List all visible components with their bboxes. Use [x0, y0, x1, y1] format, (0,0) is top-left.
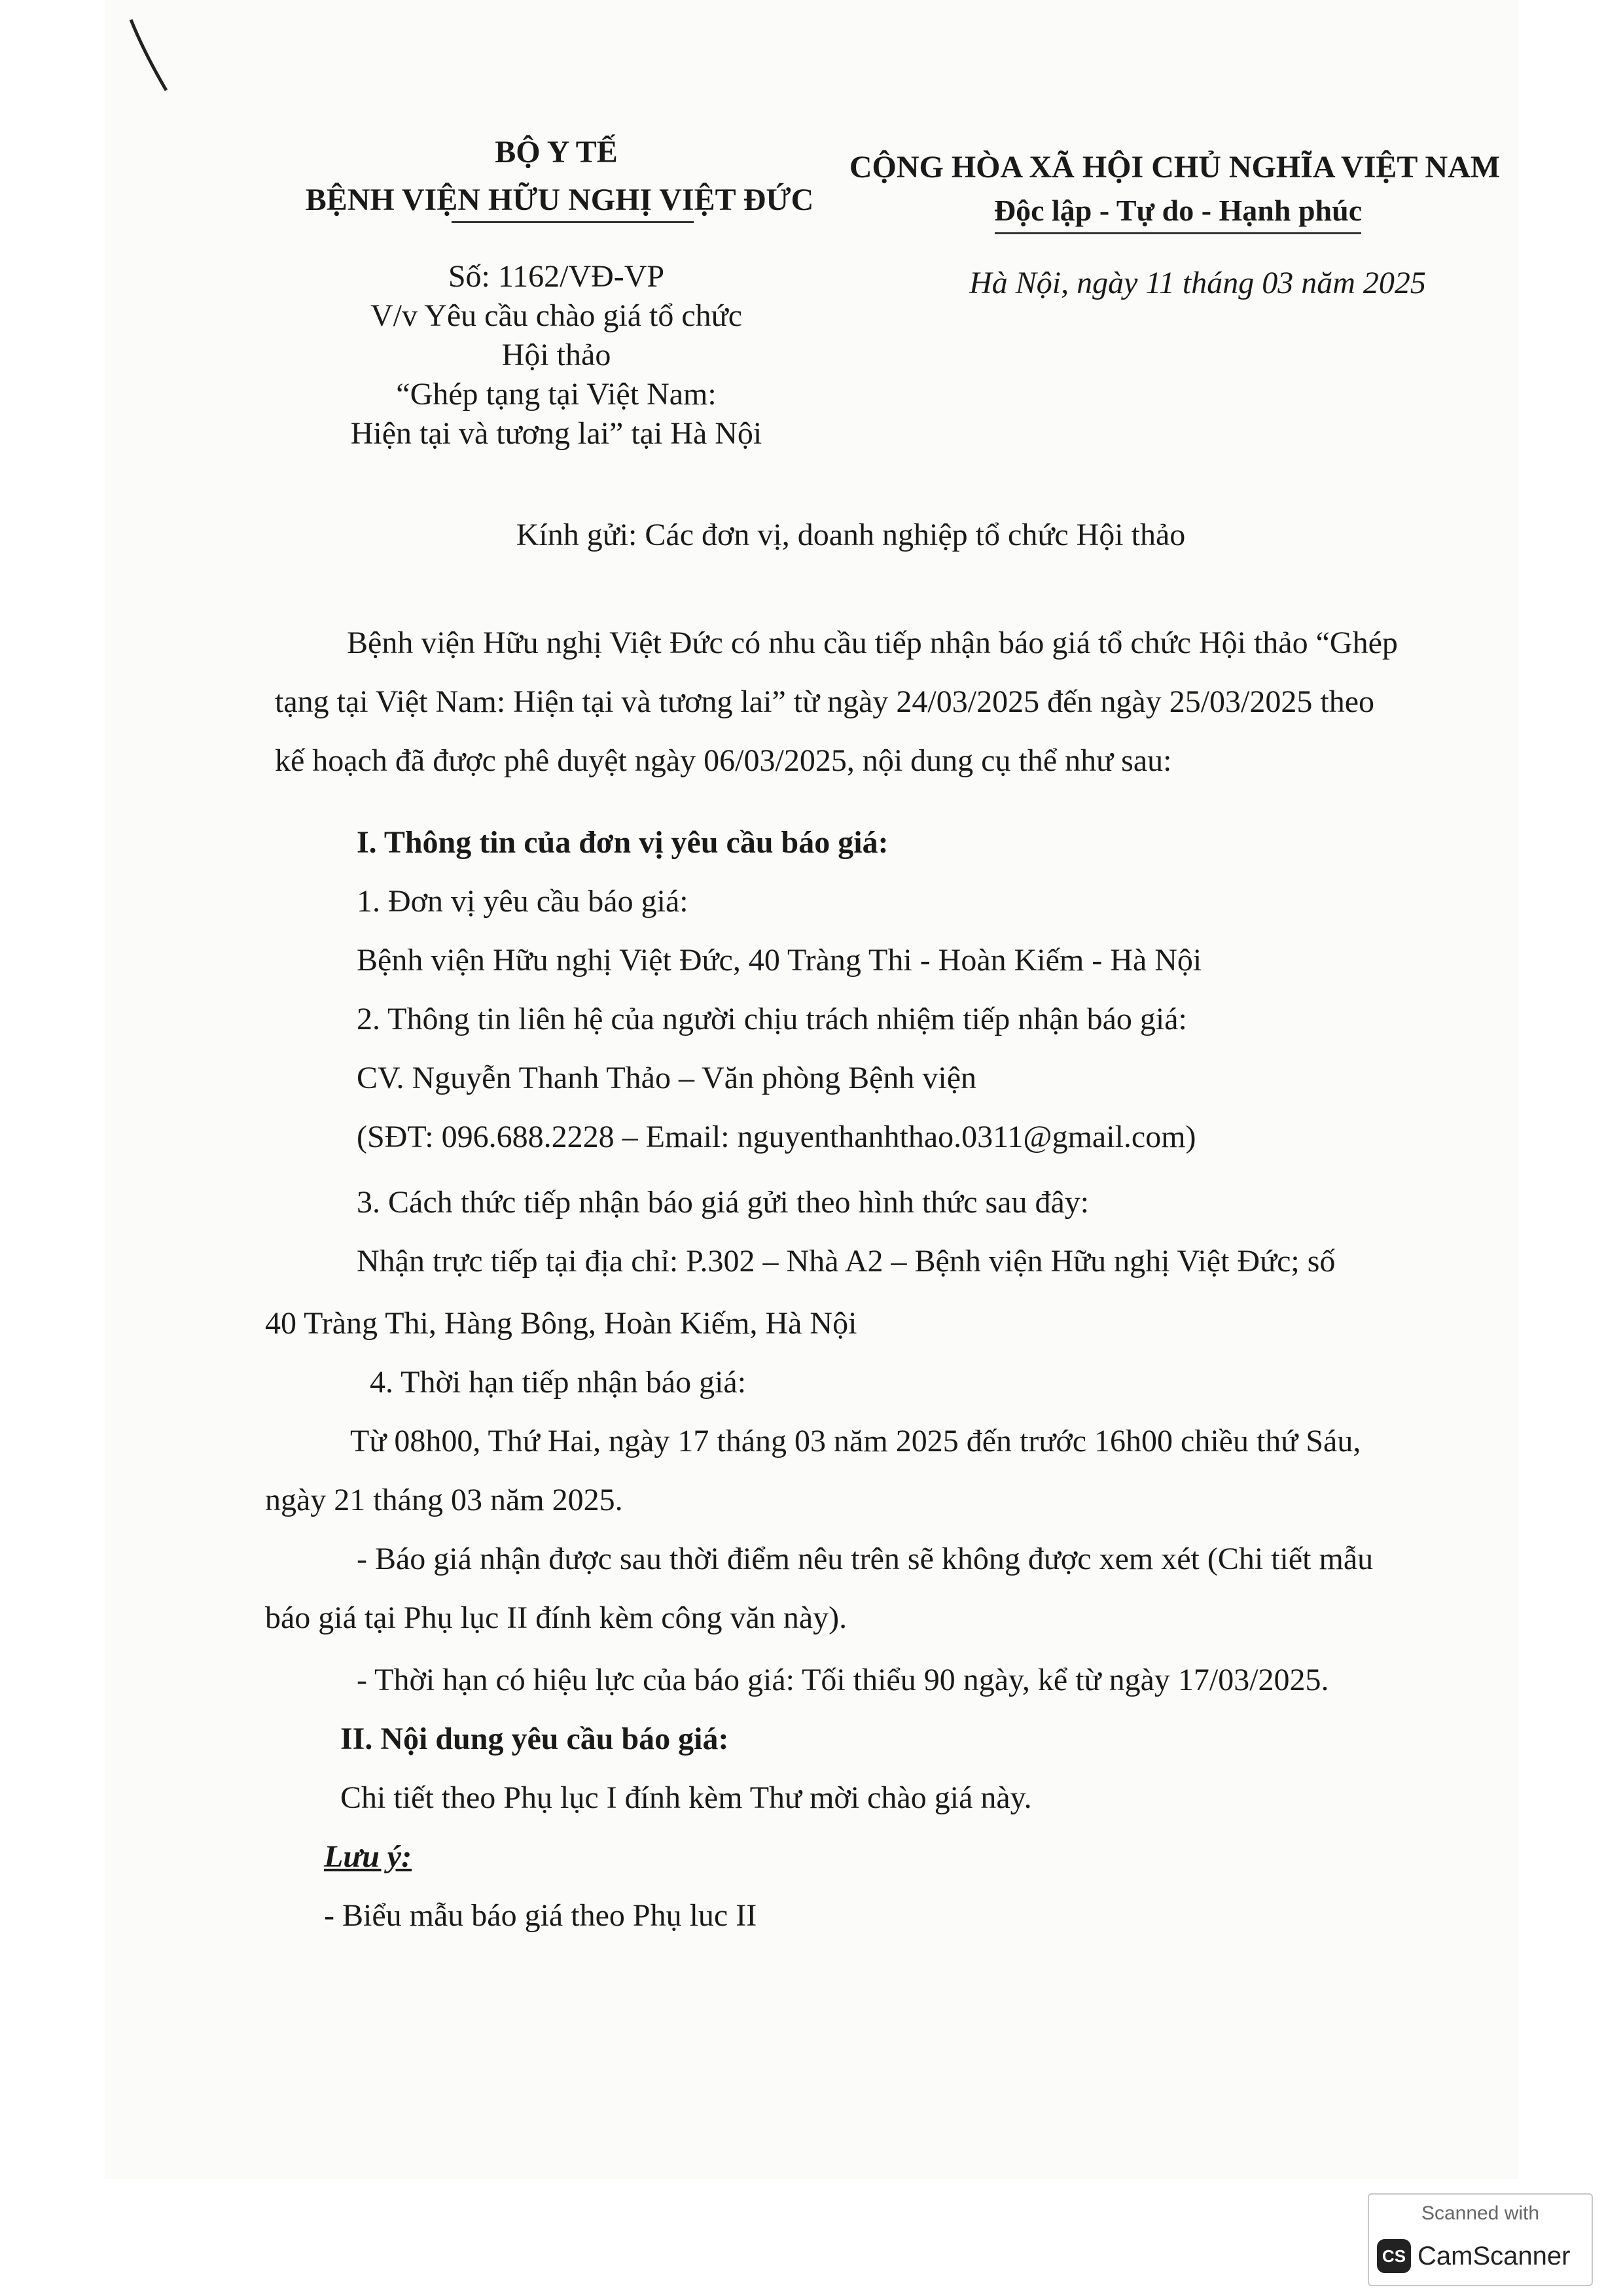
pen-stroke-mark: [124, 13, 177, 98]
item-3-text-1: Nhận trực tiếp tại địa chỉ: P.302 – Nhà A2 – Bệnh viện Hữu nghị Việt Đức; số: [357, 1244, 1336, 1279]
item-1-title: 1. Đơn vị yêu cầu báo giá:: [357, 884, 688, 919]
item-4-text-2: ngày 21 tháng 03 năm 2025.: [265, 1483, 623, 1517]
ministry-name: BỘ Y TẾ: [495, 135, 618, 169]
subject-line-3: “Ghép tạng tại Việt Nam:: [396, 377, 717, 412]
item-2-contact: (SĐT: 096.688.2228 – Email: nguyenthanhthao.0311@gmail.com): [357, 1120, 1196, 1154]
note-1-line-1: - Báo giá nhận được sau thời điểm nêu trên sẽ không được xem xét (Chi tiết mẫu: [357, 1542, 1374, 1576]
item-3-title: 3. Cách thức tiếp nhận báo giá gửi theo hình thức sau đây:: [357, 1185, 1090, 1220]
subject-line-2: Hội thảo: [501, 338, 611, 372]
motto-underline: [995, 232, 1361, 234]
subject-line-1: V/v Yêu cầu chào giá tổ chức: [370, 298, 742, 333]
subject-line-4: Hiện tại và tương lai” tại Hà Nội: [350, 416, 762, 451]
item-3-text-2: 40 Tràng Thi, Hàng Bông, Hoàn Kiếm, Hà Nội: [265, 1306, 857, 1341]
note-2: - Thời hạn có hiệu lực của báo giá: Tối thiểu 90 ngày, kể từ ngày 17/03/2025.: [357, 1663, 1329, 1697]
note-label: Lưu ý:: [324, 1839, 412, 1874]
hospital-name: BỆNH VIỆN HỮU NGHỊ VIỆT ĐỨC: [305, 183, 814, 217]
intro-line-3: kế hoạch đã được phê duyệt ngày 06/03/2025, nội dung cụ thể như sau:: [275, 743, 1172, 778]
issue-date: Hà Nội, ngày 11 tháng 03 năm 2025: [969, 266, 1426, 300]
intro-line-2: tạng tại Việt Nam: Hiện tại và tương lai” từ ngày 24/03/2025 đến ngày 25/03/2025 theo: [275, 684, 1374, 719]
motto: Độc lập - Tự do - Hạnh phúc: [993, 194, 1363, 227]
country-name: CỘNG HÒA XÃ HỘI CHỦ NGHĨA VIỆT NAM: [849, 150, 1501, 185]
camscanner-watermark: [1368, 2193, 1593, 2286]
note-1-line-2: báo giá tại Phụ lục II đính kèm công văn này).: [265, 1600, 847, 1635]
document-number: Số: 1162/VĐ-VP: [448, 259, 665, 294]
section-2-heading: II. Nội dung yêu cầu báo giá:: [340, 1722, 729, 1756]
header-underline: [452, 221, 694, 223]
item-2-name: CV. Nguyễn Thanh Thảo – Văn phòng Bệnh viện: [357, 1061, 977, 1095]
section-1-heading: I. Thông tin của đơn vị yêu cầu báo giá:: [357, 825, 889, 860]
intro-line-1: Bệnh viện Hữu nghị Việt Đức có nhu cầu tiếp nhận báo giá tổ chức Hội thảo “Ghép: [347, 626, 1398, 660]
item-2-title: 2. Thông tin liên hệ của người chịu trách nhiệm tiếp nhận báo giá:: [357, 1002, 1187, 1036]
section-2-text: Chi tiết theo Phụ lục I đính kèm Thư mời chào giá này.: [340, 1780, 1032, 1815]
watermark-caption: Scanned with: [1421, 2202, 1540, 2224]
camscanner-logo-icon: CS: [1377, 2239, 1411, 2273]
item-4-text-1: Từ 08h00, Thứ Hai, ngày 17 tháng 03 năm 2025 đến trước 16h00 chiều thứ Sáu,: [350, 1424, 1361, 1458]
watermark-brand: CamScanner: [1418, 2242, 1571, 2270]
item-1-text: Bệnh viện Hữu nghị Việt Đức, 40 Tràng Thi - Hoàn Kiếm - Hà Nội: [357, 943, 1202, 978]
note-text: - Biểu mẫu báo giá theo Phụ luc II: [324, 1898, 757, 1933]
recipient-line: Kính gửi: Các đơn vị, doanh nghiệp tổ chức Hội thảo: [516, 518, 1186, 552]
item-4-title: 4. Thời hạn tiếp nhận báo giá:: [370, 1365, 747, 1400]
